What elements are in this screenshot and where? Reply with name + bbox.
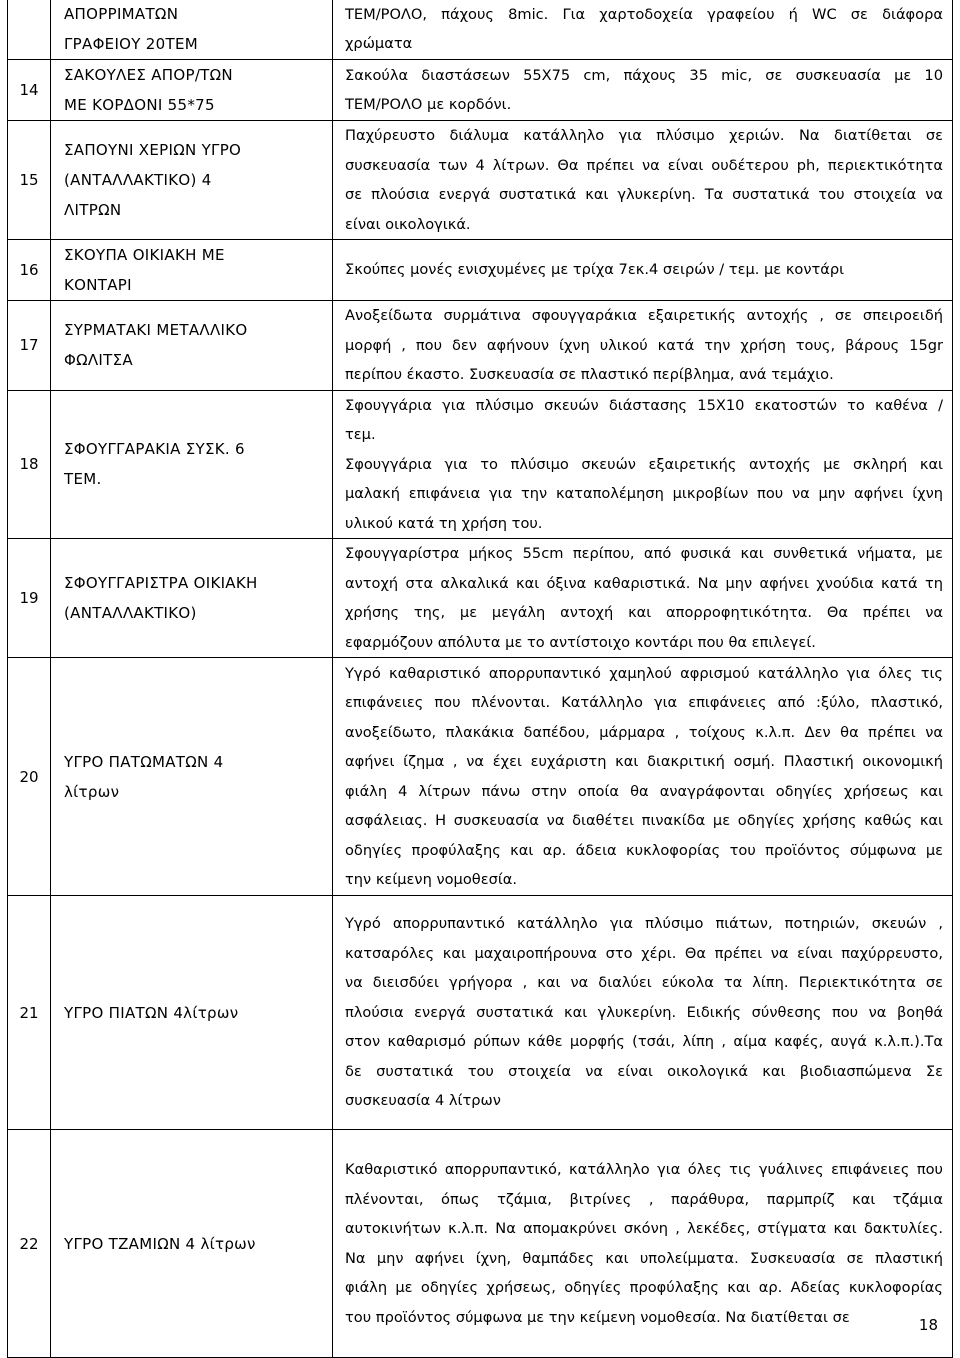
item-number: 21 xyxy=(8,896,51,1130)
description-line: Σφουγγάρια για πλύσιμο σκευών διάστασης 15Χ10 εκατοστών το καθένα / xyxy=(345,396,943,414)
description-line: πλένονται, όπως τζάμια, βιτρίνες , παράθυρα, παρμπρίζ και τζάμια xyxy=(345,1190,943,1208)
item-number: 15 xyxy=(8,121,51,240)
description-line: Σκούπες μονές ενισχυμένες με τρίχα 7εκ.4 σειρών / τεμ. με κοντάρι xyxy=(345,261,845,279)
description-line: οδηγίες προφύλαξης και αρ. άδεια κυκλοφορίας του προϊόντος σύμφωνα με xyxy=(345,841,943,859)
item-name-line: ΑΠΟΡΡΙΜΑΤΩΝ xyxy=(64,5,179,23)
item-name xyxy=(51,0,333,60)
description-line: αυτοκινήτων κ.λ.π. Να απομακρύνει σκόνη , λεκέδες, στίγματα και δακτυλίες. xyxy=(345,1220,943,1237)
item-number: 18 xyxy=(8,390,51,539)
item-name xyxy=(51,1130,333,1358)
item-name-line: ΤΕΜ. xyxy=(64,470,102,489)
table-row xyxy=(8,896,953,1130)
item-name-line: ΣΥΡΜΑΤΑΚΙ ΜΕΤΑΛΛΙΚΟ xyxy=(64,321,248,340)
description-line: Καθαριστικό απορρυπαντικό, κατάλληλο για όλες τις γυάλινες επιφάνειες που xyxy=(345,1161,943,1178)
description-line: κατσαρόλες και μαχαιροπήρουνα στο χέρι. Θα πρέπει να είναι παχύρρευστο, xyxy=(345,944,943,962)
item-description xyxy=(333,1130,953,1358)
item-description xyxy=(333,896,953,1130)
description-line: του προϊόντος σύμφωνα με την κείμενη νομοθεσία. Να διατίθεται σε xyxy=(345,1308,850,1326)
description-line: εφαρμόζουν απόλυτα με το αντίστοιχο κοντάρι που θα επιλεγεί. xyxy=(345,633,816,651)
table-row xyxy=(8,390,953,539)
item-name xyxy=(51,896,333,1130)
item-name xyxy=(51,240,333,301)
item-name xyxy=(51,301,333,391)
item-number: 17 xyxy=(8,301,51,391)
item-name-line: ΣΦΟΥΓΓΑΡΙΣΤΡΑ ΟΙΚΙΑΚΗ xyxy=(64,574,258,592)
item-name-line: ΓΡΑΦΕΙΟΥ 20ΤΕΜ xyxy=(64,35,198,53)
description-line: αφήνει ίζημα , να έχει ευχάριστη και διακριτική οσμή. Πλαστική οικονομική xyxy=(345,753,943,770)
description-line: ασφάλειας. Η συσκευασία να διαθέτει πινακίδα με οδηγίες χρήσης καθώς και xyxy=(345,812,943,829)
description-line: την κείμενη νομοθεσία. xyxy=(345,871,518,888)
description-line: ΤΕΜ/ΡΟΛΟ με κορδόνι. xyxy=(345,96,512,113)
table-row xyxy=(8,0,953,60)
item-name xyxy=(51,390,333,539)
item-description xyxy=(333,301,953,391)
item-number: 19 xyxy=(8,539,51,658)
item-name-line: ΣΦΟΥΓΓΑΡΑΚΙΑ ΣΥΣΚ. 6 xyxy=(64,440,245,459)
table-row xyxy=(8,301,953,391)
item-name-line: ΣΚΟΥΠΑ ΟΙΚΙΑΚΗ ΜΕ xyxy=(64,246,225,264)
item-number xyxy=(8,0,51,60)
item-name-line: ΣΑΠΟΥΝΙ ΧΕΡΙΩΝ ΥΓΡΟ xyxy=(64,141,242,159)
description-line: υλικού κατά τη χρήση του. xyxy=(345,514,543,532)
description-line: χρώματα xyxy=(345,35,413,52)
item-description xyxy=(333,240,953,301)
table-row xyxy=(8,1130,953,1358)
table-row xyxy=(8,60,953,121)
item-name xyxy=(51,658,333,896)
page-number: 18 xyxy=(918,1316,938,1334)
table-row xyxy=(8,240,953,301)
description-line: Να μην αφήνει ίχνη, θαμπάδες και υπολείμματα. Συσκευασία σε πλαστική xyxy=(345,1249,943,1267)
item-description xyxy=(333,658,953,896)
description-line: ΤΕΜ/ΡΟΛΟ, πάχους 8mic. Για χαρτοδοχεία γραφείου ή WC σε διάφορα xyxy=(345,5,943,23)
item-name-line: ΥΓΡΟ ΤΖΑΜΙΩΝ 4 λίτρων xyxy=(64,1234,256,1253)
description-line: φιάλη 4 λίτρων πάνω στην οποία θα αναγράφονται οδηγίες χρήσεως και xyxy=(345,782,943,800)
description-line: αντοχή στα αλκαλικά και όξινα καθαριστικά. Να μην αφήνει χνούδια κατά τη xyxy=(345,574,943,592)
item-name-line: ΦΩΛΙΤΣΑ xyxy=(64,351,133,370)
table-row xyxy=(8,658,953,896)
description-line: επιφάνειες που πλένονται. Κατάλληλο για επιφάνειες από :ξύλο, πλαστικό, xyxy=(345,694,943,711)
table-row xyxy=(8,121,953,240)
specifications-table xyxy=(7,0,953,1358)
item-name xyxy=(51,539,333,658)
item-name-line: ΣΑΚΟΥΛΕΣ ΑΠΟΡ/ΤΩΝ xyxy=(64,66,233,84)
table-row xyxy=(8,539,953,658)
description-line: συσκευασία των 4 λίτρων. Θα πρέπει να είναι ουδέτερου ph, περιεκτικότητα xyxy=(345,156,943,174)
description-line: Υγρό καθαριστικό απορρυπαντικό χαμηλού αφρισμού κατάλληλο για όλες τις xyxy=(345,664,943,682)
item-name xyxy=(51,121,333,240)
item-number: 14 xyxy=(8,60,51,121)
description-line: σε πλούσια ενεργά συστατικά και γλυκερίνη. Τα συστατικά του στοιχεία να xyxy=(345,186,943,203)
description-line: πλούσια ενεργά συστατικά και γλυκερίνη. Ειδικής σύνθεσης που να βοηθά xyxy=(345,1003,943,1021)
item-number: 16 xyxy=(8,240,51,301)
description-line: συσκευασία 4 λίτρων xyxy=(345,1092,501,1110)
item-number: 22 xyxy=(8,1130,51,1358)
description-line: μαλακή επιφάνεια για την καταπολέμηση μικροβίων που να μην αφήνει ίχνη xyxy=(345,485,943,502)
description-line: περίπου έκαστο. Συσκευασία σε πλαστικό περίβλημα, ανά τεμάχιο. xyxy=(345,366,834,383)
item-description xyxy=(333,121,953,240)
item-name-line: ΥΓΡΟ ΠΑΤΩΜΑΤΩΝ 4 xyxy=(64,752,224,771)
description-line: ανοξείδωτο, πλακάκια δαπέδου, μάρμαρα , τοίχους κ.λ.π. Δεν θα πρέπει να xyxy=(345,723,943,741)
item-name-line: ΥΓΡΟ ΠΙΑΤΩΝ 4λίτρων xyxy=(64,1003,239,1022)
item-name-line: (ΑΝΤΑΛΛΑΚΤΙΚΟ) 4 xyxy=(64,171,212,189)
item-name-line: ΚΟΝΤΑΡΙ xyxy=(64,276,132,294)
item-description xyxy=(333,539,953,658)
specifications-table-body xyxy=(8,0,953,1358)
item-name xyxy=(51,60,333,121)
description-line: φιάλη με οδηγίες χρήσεως, οδηγίες προφύλαξης και αρ. Αδείας κυκλοφορίας xyxy=(345,1279,943,1296)
description-line: Ανοξείδωτα συρμάτινα σφουγγαράκια εξαιρετικής αντοχής , σε σπειροειδή xyxy=(345,307,943,324)
item-description xyxy=(333,60,953,121)
item-number: 20 xyxy=(8,658,51,896)
description-line: Σακούλα διαστάσεων 55Χ75 cm, πάχους 35 mic, σε συσκευασία με 10 xyxy=(345,66,943,84)
item-name-line: (ΑΝΤΑΛΛΑΚΤΙΚΟ) xyxy=(64,604,197,622)
description-line: χρήσης της, με μεγάλη αντοχή και απορροφητικότητα. Θα πρέπει να xyxy=(345,604,943,621)
description-line: Παχύρευστο διάλυμα κατάλληλο για πλύσιμο χεριών. Να διατίθεται σε xyxy=(345,127,943,144)
description-line: να διεισδύει γρήγορα , και να διαλύει εύκολα τα λίπη. Περιεκτικότητα σε xyxy=(345,974,943,992)
description-line: Σφουγγαρίστρα μήκος 55cm περίπου, από φυσικά και συνθετικά νήματα, με xyxy=(345,545,943,562)
item-description xyxy=(333,0,953,60)
description-line: δε συστατικά του στοιχεία να είναι οικολογικά και βιοδιασπώμενα Σε xyxy=(345,1062,943,1080)
description-line: Σφουγγάρια για το πλύσιμο σκευών εξαιρετικής αντοχής με σκληρή και xyxy=(345,455,943,473)
description-line: τεμ. xyxy=(345,426,376,443)
description-line: μορφή , που δεν αφήνουν ίχνη υλικού κατά την χρήση τους, βάρους 15gr xyxy=(345,336,943,354)
description-line: είναι οικολογικά. xyxy=(345,215,471,233)
item-name-line: ΛΙΤΡΩΝ xyxy=(64,201,122,219)
item-name-line: ΜΕ ΚΟΡΔΟΝΙ 55*75 xyxy=(64,96,215,114)
description-line: στον καθαρισμό ρύπων κάθε μορφής (τσάι, λίπη , αίμα καφές, αυγά κ.λ.π.).Τα xyxy=(345,1033,943,1051)
description-line: Υγρό απορρυπαντικό κατάλληλο για πλύσιμο πιάτων, ποτηριών, σκευών , xyxy=(345,915,943,933)
item-description xyxy=(333,390,953,539)
item-name-line: λίτρων xyxy=(64,782,120,801)
